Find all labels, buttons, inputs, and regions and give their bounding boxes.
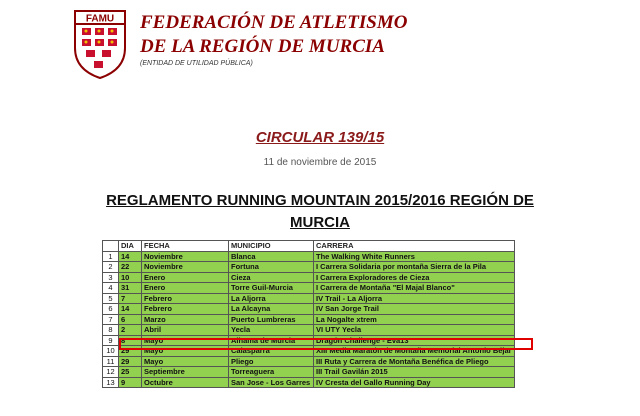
race-cell: I Carrera de Montaña "El Majal Blanco"	[314, 283, 515, 294]
municipality-cell: La Aljorra	[229, 293, 314, 304]
table-row	[103, 283, 515, 294]
table-row	[103, 293, 515, 304]
day-cell: 14	[119, 304, 142, 315]
municipality-cell: Yecla	[229, 325, 314, 336]
table-row	[103, 377, 515, 388]
table-row	[103, 325, 515, 336]
municipality-cell: Puerto Lumbreras	[229, 314, 314, 325]
table-header-row	[103, 241, 515, 252]
document-title-line2: MURCIA	[290, 214, 350, 231]
municipality-cell: Fortuna	[229, 262, 314, 273]
race-cell: XIII Media Maratón de Montaña Memorial Antonio Béjar	[314, 346, 515, 357]
race-cell: I Carrera Solidaria por montaña Sierra de la Pila	[314, 262, 515, 273]
municipality-cell: La Alcayna	[229, 304, 314, 315]
document-title	[100, 190, 540, 234]
month-cell: Octubre	[142, 377, 229, 388]
table-row	[103, 367, 515, 378]
row-index-cell: 7	[103, 314, 119, 325]
row-index-cell: 10	[103, 346, 119, 357]
document-title-line1: REGLAMENTO RUNNING MOUNTAIN 2015/2016 REGIÓN DE	[106, 192, 534, 209]
race-cell: IV Cresta del Gallo Running Day	[314, 377, 515, 388]
race-cell: IV Trail - La Aljorra	[314, 293, 515, 304]
org-note: (ENTIDAD DE UTILIDAD PÚBLICA)	[140, 60, 253, 67]
month-cell: Marzo	[142, 314, 229, 325]
day-cell: 9	[119, 377, 142, 388]
day-cell: 10	[119, 272, 142, 283]
month-cell: Mayo	[142, 335, 229, 346]
municipality-cell: Torre Guil-Murcia	[229, 283, 314, 294]
day-cell: 29	[119, 356, 142, 367]
race-cell: I Carrera Exploradores de Cieza	[314, 272, 515, 283]
logo-text: FAMU	[85, 13, 115, 25]
table-row	[103, 251, 515, 262]
month-cell: Mayo	[142, 356, 229, 367]
month-cell: Septiembre	[142, 367, 229, 378]
row-index-cell: 13	[103, 377, 119, 388]
month-cell: Febrero	[142, 293, 229, 304]
race-cell: III Ruta y Carrera de Montaña Benéfica de Pliego	[314, 356, 515, 367]
day-cell: 29	[119, 346, 142, 357]
header-cell-dia: DIA	[119, 241, 142, 252]
day-cell: 22	[119, 262, 142, 273]
municipality-cell: Torreaguera	[229, 367, 314, 378]
race-cell: The Walking White Runners	[314, 251, 515, 262]
circular-title-text: CIRCULAR 139/15	[255, 129, 385, 146]
row-index-cell: 9	[103, 335, 119, 346]
day-cell: 8	[119, 335, 142, 346]
municipality-cell: Blanca	[229, 251, 314, 262]
header-cell-carrera: CARRERA	[314, 241, 515, 252]
day-cell: 31	[119, 283, 142, 294]
org-name-line1: FEDERACIÓN DE ATLETISMO	[140, 12, 408, 33]
table-row	[103, 356, 515, 367]
day-cell: 7	[119, 293, 142, 304]
day-cell: 6	[119, 314, 142, 325]
famu-logo	[72, 8, 128, 80]
municipality-cell: Calasparra	[229, 346, 314, 357]
table-row	[103, 262, 515, 273]
municipality-cell: Alhama de Murcia	[229, 335, 314, 346]
row-index-cell: 4	[103, 283, 119, 294]
header-cell-municipio: MUNICIPIO	[229, 241, 314, 252]
org-name-line2: DE LA REGIÓN DE MURCIA	[140, 36, 385, 57]
row-index-cell: 8	[103, 325, 119, 336]
month-cell: Febrero	[142, 304, 229, 315]
municipality-cell: San Jose - Los Garres	[229, 377, 314, 388]
month-cell: Abril	[142, 325, 229, 336]
table-row	[103, 314, 515, 325]
circular-date: 11 de noviembre de 2015	[263, 157, 377, 168]
races-table-body	[103, 251, 515, 388]
day-cell: 14	[119, 251, 142, 262]
race-cell: La Nogalte xtrem	[314, 314, 515, 325]
row-index-cell: 6	[103, 304, 119, 315]
day-cell: 2	[119, 325, 142, 336]
table-row	[103, 304, 515, 315]
header-cell-index	[103, 241, 119, 252]
month-cell: Noviembre	[142, 251, 229, 262]
race-cell: VI UTY Yecla	[314, 325, 515, 336]
day-cell: 25	[119, 367, 142, 378]
races-table	[102, 240, 515, 388]
race-cell: IV San Jorge Trail	[314, 304, 515, 315]
month-cell: Noviembre	[142, 262, 229, 273]
month-cell: Mayo	[142, 346, 229, 357]
row-index-cell: 3	[103, 272, 119, 283]
circular-title	[0, 129, 640, 146]
month-cell: Enero	[142, 272, 229, 283]
month-cell: Enero	[142, 283, 229, 294]
row-index-cell: 2	[103, 262, 119, 273]
row-index-cell: 11	[103, 356, 119, 367]
race-cell: Dragón Challenge - Eva13	[314, 335, 515, 346]
row-index-cell: 5	[103, 293, 119, 304]
highlight-box	[119, 338, 533, 350]
row-index-cell: 1	[103, 251, 119, 262]
row-index-cell: 12	[103, 367, 119, 378]
header-cell-fecha: FECHA	[142, 241, 229, 252]
table-row	[103, 272, 515, 283]
municipality-cell: Cieza	[229, 272, 314, 283]
municipality-cell: Pliego	[229, 356, 314, 367]
race-cell: III Trail Gavilán 2015	[314, 367, 515, 378]
